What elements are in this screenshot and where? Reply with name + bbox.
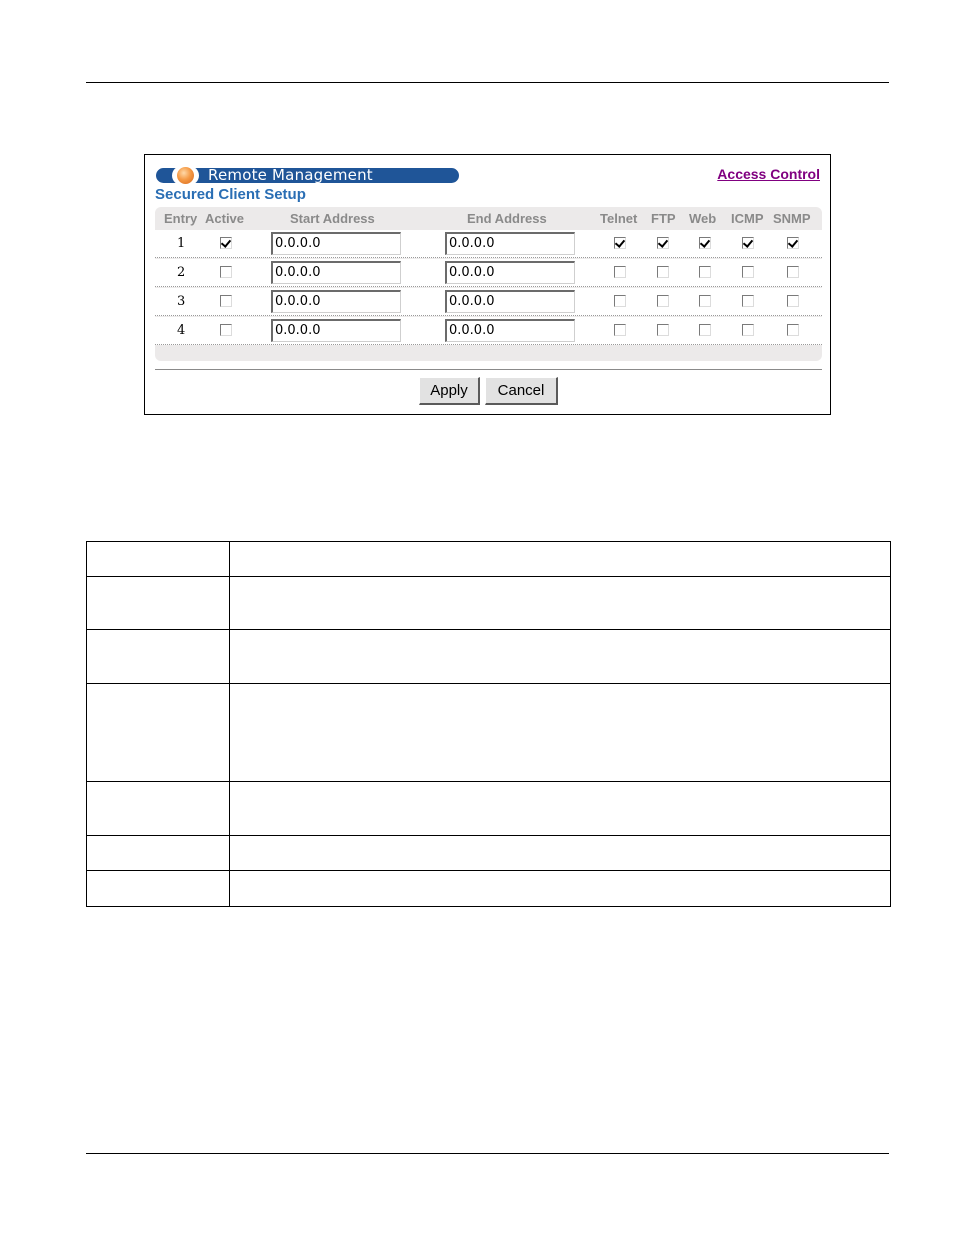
description-cell xyxy=(230,542,891,577)
start-address-input[interactable]: 0.0.0.0 xyxy=(271,261,401,284)
header-snmp: SNMP xyxy=(773,211,811,226)
ftp-checkbox[interactable] xyxy=(657,295,669,307)
header-icmp: ICMP xyxy=(731,211,764,226)
table-row xyxy=(87,577,891,630)
end-address-input[interactable]: 0.0.0.0 xyxy=(445,319,575,342)
snmp-checkbox[interactable] xyxy=(787,324,799,336)
header-rule xyxy=(86,82,889,83)
table-row xyxy=(87,836,891,871)
snmp-checkbox[interactable] xyxy=(787,266,799,278)
description-cell xyxy=(230,577,891,630)
table-row xyxy=(155,317,822,345)
ftp-checkbox[interactable] xyxy=(657,237,669,249)
table-row xyxy=(87,684,891,782)
apply-button[interactable]: Apply xyxy=(419,377,480,405)
orange-ball-icon xyxy=(172,166,199,185)
icmp-checkbox[interactable] xyxy=(742,266,754,278)
header-entry: Entry xyxy=(164,211,198,226)
active-checkbox[interactable] xyxy=(220,266,232,278)
description-cell xyxy=(230,684,891,782)
remote-management-panel xyxy=(144,154,831,415)
active-checkbox[interactable] xyxy=(220,295,232,307)
start-address-input[interactable]: 0.0.0.0 xyxy=(271,232,401,255)
start-address-input[interactable]: 0.0.0.0 xyxy=(271,319,401,342)
web-checkbox[interactable] xyxy=(699,324,711,336)
table-row xyxy=(155,259,822,287)
entry-number: 2 xyxy=(177,265,186,280)
panel-title: Remote Management xyxy=(208,166,373,184)
title-bar xyxy=(156,168,459,183)
active-checkbox[interactable] xyxy=(220,324,232,336)
header-ftp: FTP xyxy=(651,211,676,226)
icmp-checkbox[interactable] xyxy=(742,324,754,336)
snmp-checkbox[interactable] xyxy=(787,295,799,307)
divider xyxy=(155,369,822,370)
entry-number: 3 xyxy=(177,294,186,309)
access-control-link[interactable]: Access Control xyxy=(717,166,820,182)
telnet-checkbox[interactable] xyxy=(614,324,626,336)
description-cell xyxy=(230,782,891,836)
table-row xyxy=(87,542,891,577)
web-checkbox[interactable] xyxy=(699,266,711,278)
icmp-checkbox[interactable] xyxy=(742,295,754,307)
label-cell xyxy=(87,782,230,836)
web-checkbox[interactable] xyxy=(699,295,711,307)
table-row xyxy=(155,288,822,316)
telnet-checkbox[interactable] xyxy=(614,266,626,278)
end-address-input[interactable]: 0.0.0.0 xyxy=(445,290,575,313)
start-address-input[interactable]: 0.0.0.0 xyxy=(271,290,401,313)
label-cell xyxy=(87,684,230,782)
secured-client-grid xyxy=(155,207,822,361)
end-address-input[interactable]: 0.0.0.0 xyxy=(445,261,575,284)
label-cell xyxy=(87,630,230,684)
table-row xyxy=(87,630,891,684)
telnet-checkbox[interactable] xyxy=(614,295,626,307)
web-checkbox[interactable] xyxy=(699,237,711,249)
header-telnet: Telnet xyxy=(600,211,638,226)
entry-number: 4 xyxy=(177,323,186,338)
header-start-address: Start Address xyxy=(290,211,375,226)
ftp-checkbox[interactable] xyxy=(657,266,669,278)
field-description-table xyxy=(86,541,891,907)
table-row xyxy=(87,782,891,836)
table-row xyxy=(155,230,822,258)
snmp-checkbox[interactable] xyxy=(787,237,799,249)
table-row xyxy=(87,871,891,907)
section-title: Secured Client Setup xyxy=(155,186,306,203)
icmp-checkbox[interactable] xyxy=(742,237,754,249)
entry-number: 1 xyxy=(177,236,186,251)
description-cell xyxy=(230,836,891,871)
footer-rule xyxy=(86,1153,889,1154)
label-cell xyxy=(87,836,230,871)
ftp-checkbox[interactable] xyxy=(657,324,669,336)
description-cell xyxy=(230,871,891,907)
end-address-input[interactable]: 0.0.0.0 xyxy=(445,232,575,255)
header-active: Active xyxy=(205,211,245,226)
label-cell xyxy=(87,871,230,907)
header-end-address: End Address xyxy=(467,211,547,226)
label-cell xyxy=(87,542,230,577)
description-cell xyxy=(230,630,891,684)
label-cell xyxy=(87,577,230,630)
telnet-checkbox[interactable] xyxy=(614,237,626,249)
header-web: Web xyxy=(689,211,717,226)
active-checkbox[interactable] xyxy=(220,237,232,249)
cancel-button[interactable]: Cancel xyxy=(485,377,558,405)
